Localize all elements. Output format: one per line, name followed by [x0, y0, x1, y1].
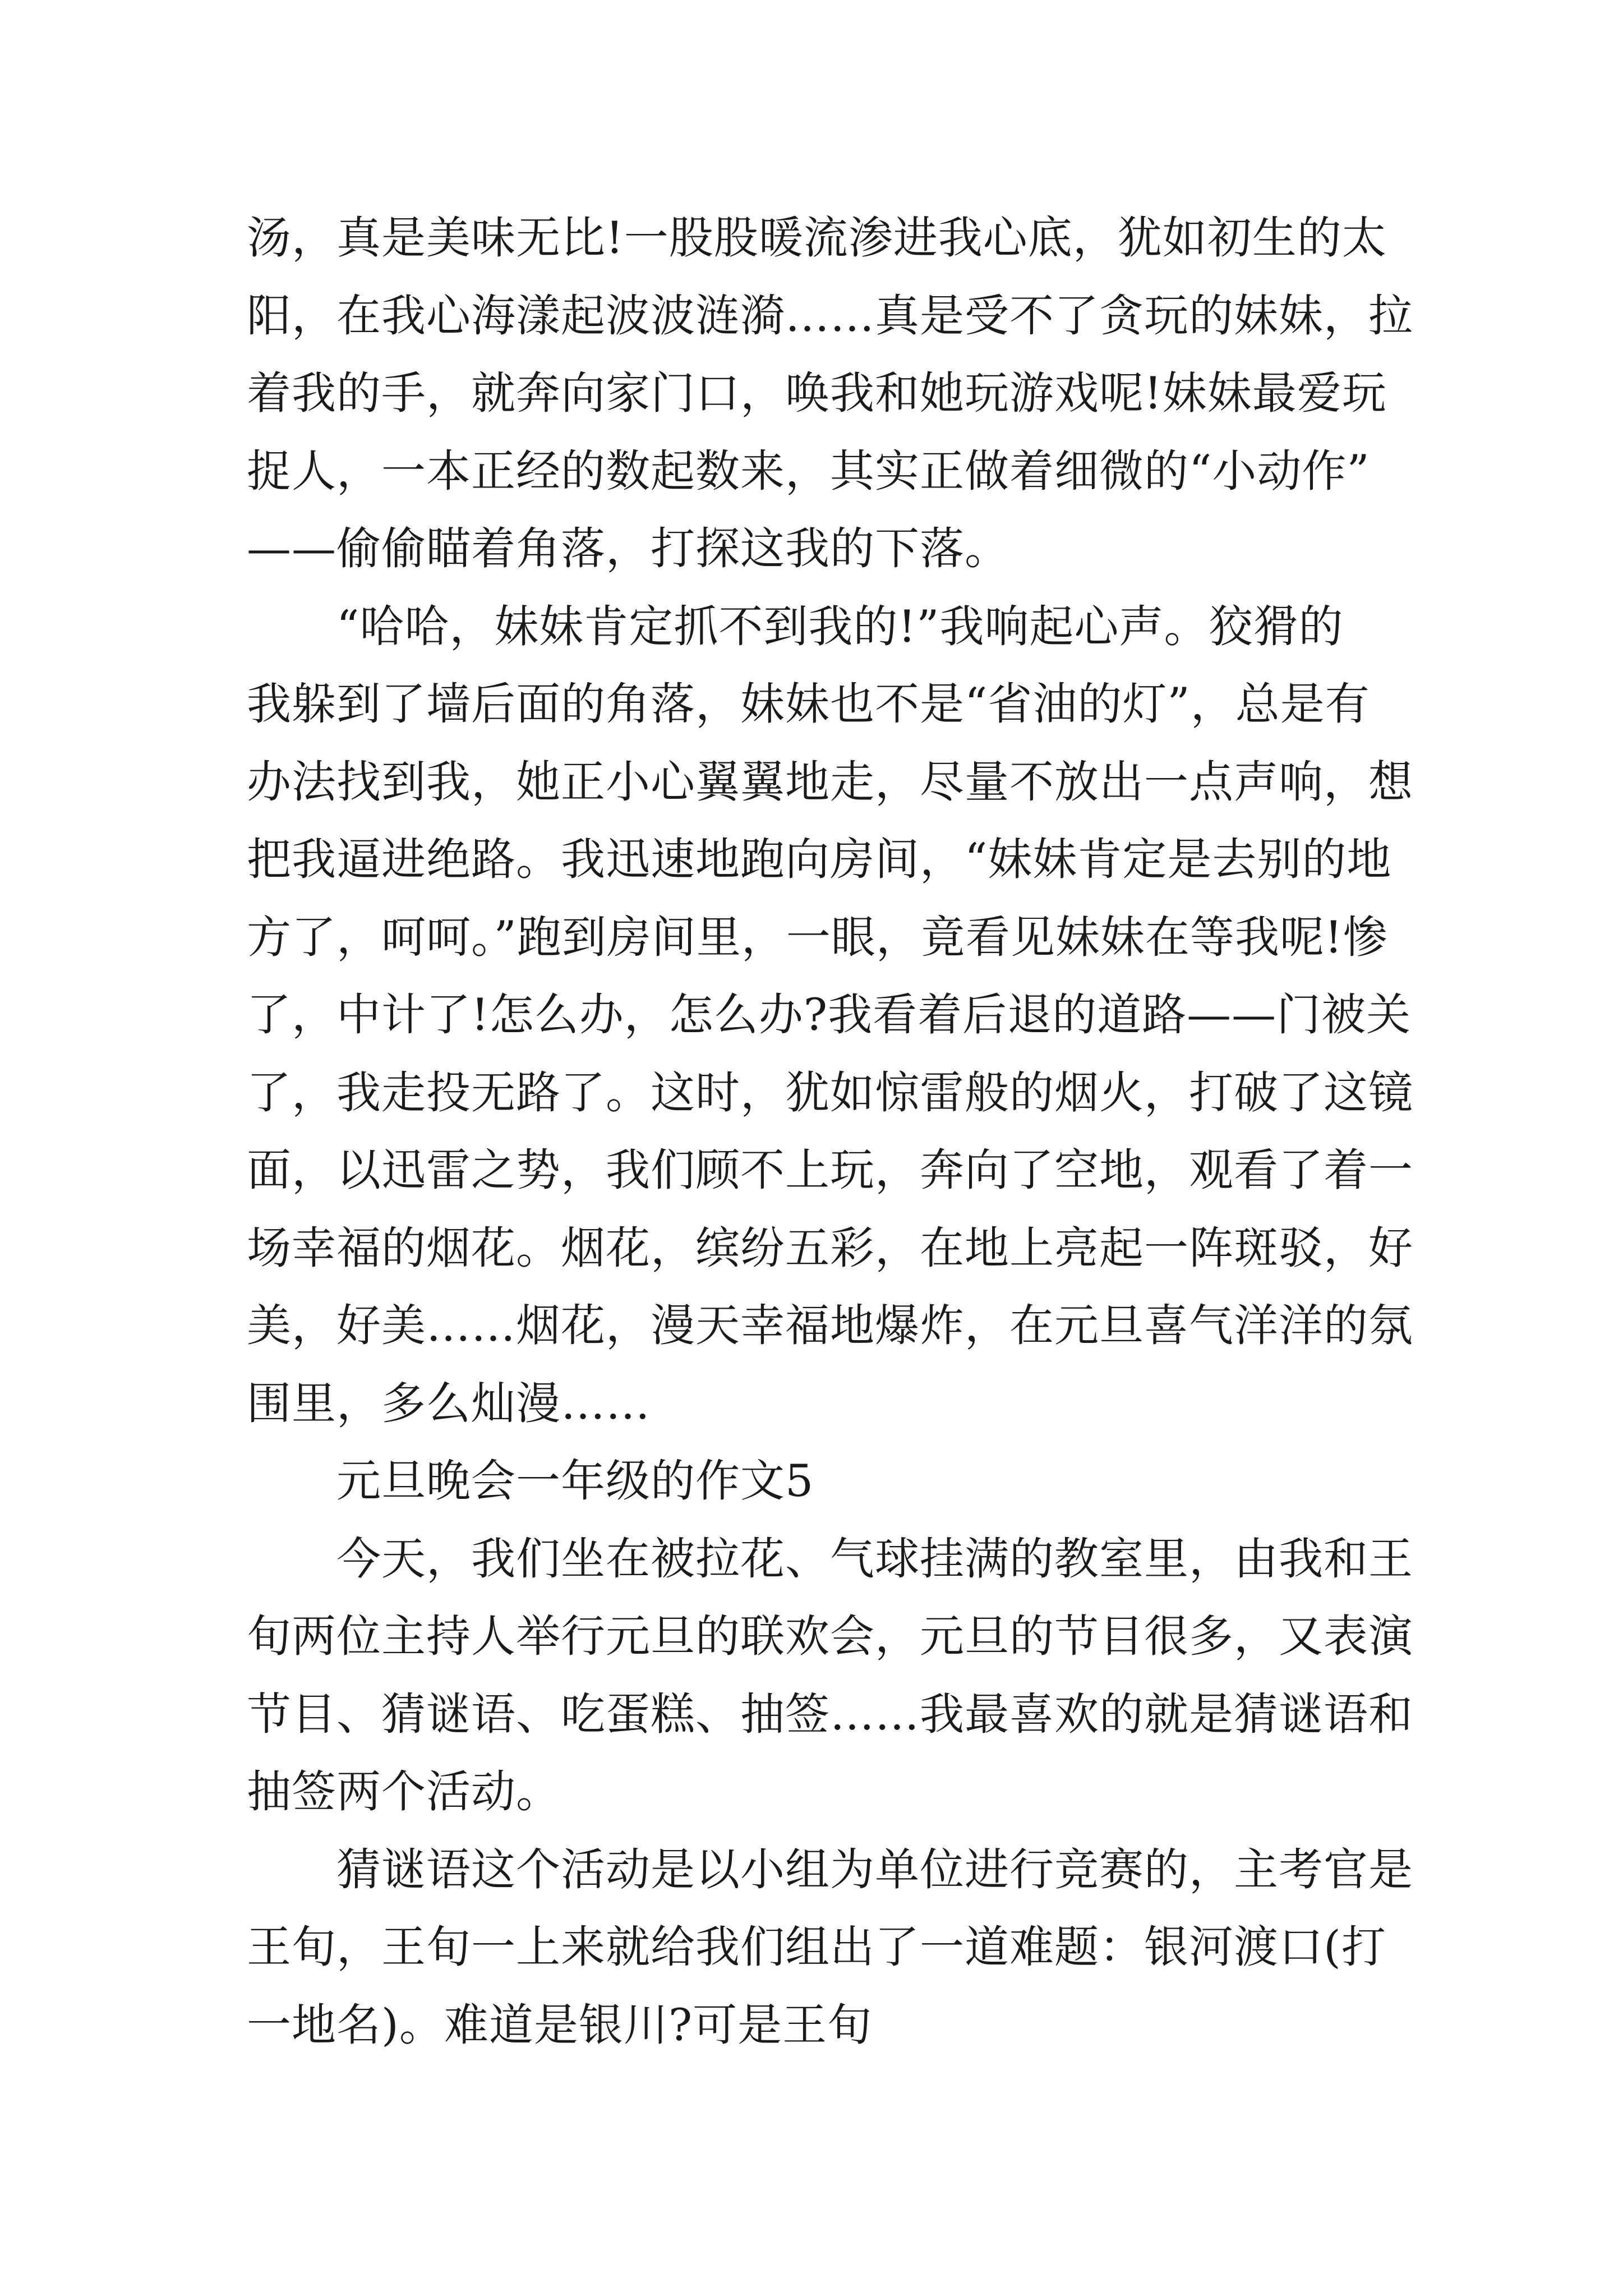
- text-line: 猜谜语这个活动是以小组为单位进行竞赛的，主考官是: [336, 1843, 1413, 1895]
- body-text: [247, 199, 1413, 2064]
- text-line: “哈哈，妹妹肯定抓不到我的!”我响起心声。狡猾的: [336, 600, 1344, 652]
- text-line: 方了，呵呵。”跑到房间里，一眼，竟看见妹妹在等我呢!惨: [247, 911, 1388, 963]
- text-line: 抽签两个活动。: [247, 1766, 561, 1818]
- text-line: 场幸福的烟花。烟花，缤纷五彩，在地上亮起一阵斑驳，好: [247, 1222, 1413, 1274]
- text-line: 围里，多么灿漫……: [247, 1377, 651, 1429]
- text-line: 旬两位主持人举行元旦的联欢会，元旦的节目很多，又表演: [247, 1611, 1413, 1662]
- text-line: 美，好美……烟花，漫天幸福地爆炸，在元旦喜气洋洋的氛: [247, 1300, 1413, 1351]
- text-line: 一地名)。难道是银川?可是王旬: [247, 1999, 873, 2051]
- text-line: 元旦晚会一年级的作文5: [336, 1455, 814, 1507]
- text-line: 面，以迅雷之势，我们顾不上玩，奔向了空地，观看了着一: [247, 1144, 1413, 1196]
- text-line: 了，我走投无路了。这时，犹如惊雷般的烟火，打破了这镜: [247, 1066, 1413, 1119]
- text-line: 把我逼进绝路。我迅速地跑向房间，“妹妹肯定是去别的地: [247, 834, 1392, 885]
- text-line: 王旬，王旬一上来就给我们组出了一道难题：银河渡口(打: [247, 1921, 1386, 1973]
- text-line: 今天，我们坐在被拉花、气球挂满的教室里，由我和王: [336, 1533, 1413, 1585]
- text-line: 阳，在我心海漾起波波涟漪……真是受不了贪玩的妹妹，拉: [247, 289, 1413, 342]
- text-line: 着我的手，就奔向家门口，唤我和她玩游戏呢!妹妹最爱玩: [247, 367, 1387, 419]
- text-line: 捉人，一本正经的数起数来，其实正做着细微的“小动作”: [247, 445, 1370, 497]
- text-line: 办法找到我，她正小心翼翼地走，尽量不放出一点声响，想: [247, 756, 1413, 808]
- text-line: 我躲到了墙后面的角落，妹妹也不是“省油的灯”，总是有: [247, 678, 1370, 730]
- text-line: 节目、猜谜语、吃蛋糕、抽签……我最喜欢的就是猜谜语和: [247, 1688, 1413, 1740]
- text-line: 了，中计了!怎么办，怎么办?我看着后退的道路——门被关: [247, 989, 1412, 1041]
- text-line: 汤，真是美味无比!一股股暖流渗进我心底，犹如初生的太: [247, 212, 1387, 264]
- text-line: ——偷偷瞄着角落，打探这我的下落。: [247, 523, 1009, 574]
